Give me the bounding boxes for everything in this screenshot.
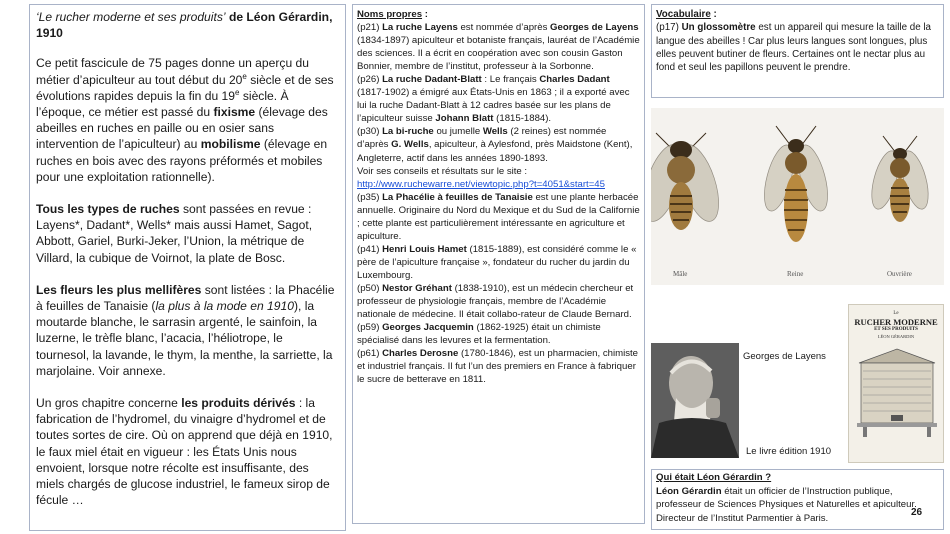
book-cover-image: [848, 304, 944, 463]
italic-text: la plus à la mode en 1910: [155, 299, 294, 314]
entry-jacquemin: [357, 321, 640, 347]
page-ref: (p30): [357, 126, 383, 138]
bee-label-worker: Ouvrière: [887, 270, 912, 278]
text-span: , apiculteur, à Aylesfond, près Maidstone (Kent), Angleterre, actif dans les années 1890-1893.: [357, 139, 633, 164]
book-cover-subtitle: ET SES PRODUITS: [874, 327, 918, 332]
text-span: est une plante herbacée annuelle. Originaire du Nord du Mexique et du Sud de la Californie ; cette plante est particulièrement intéressante en agriculture et apiculture.: [357, 191, 640, 242]
bold-term: Charles Derosne: [382, 348, 459, 360]
bold-term: Tous les types de ruches: [36, 202, 180, 217]
text-span: sont passées en revue : Layens*, Dadant*, Wells* mais aussi Hamet, Sagot, Abbott, Gariel, Burki-Jeker, l’Union, la métrique de Villard, la cubique de Voirnot, la plate de Bosc.: [36, 202, 313, 265]
author-header: [656, 471, 939, 485]
bees-drawing: [651, 108, 944, 285]
bold-term: Georges de Layens: [550, 22, 639, 34]
section-heading: Qui était Léon Gérardin ?: [656, 472, 772, 483]
bold-term: Un glossomètre: [681, 22, 756, 34]
portrait-photo: [651, 343, 739, 458]
hive-types-paragraph: [36, 201, 339, 266]
book-title: [36, 9, 339, 41]
page-ref: (p21): [357, 22, 383, 34]
heading-colon: :: [710, 9, 717, 20]
male-bee-figure: [651, 133, 727, 230]
portrait-drawing: [651, 343, 739, 458]
page-ref: (p26): [357, 74, 383, 86]
bold-term: Wells: [482, 126, 508, 138]
queen-bee-figure: [759, 126, 834, 242]
book-caption: Le livre édition 1910: [746, 446, 832, 457]
portrait-caption: Georges de Layens: [743, 351, 826, 362]
text-span: est un appareil qui mesure la taille de la langue des abeilles ! Car plus leurs langues sont longues, plus elles peuvent butiner de fleurs. Certaines ont le nectar plus au fond et seul les papillons peuvent le prendre.: [656, 22, 931, 74]
text-span: ou jumelle: [433, 126, 483, 138]
text-span: sont listées : la Phacélie à feuilles de Tanaisie (: [36, 282, 335, 314]
wells-link-line: [357, 178, 640, 191]
text-span: était un officier de l’Instruction publique, professeur de Sciences Physiques et Naturelles et apiculteur. Directeur de l’Institut Parmentier à Paris.: [656, 485, 917, 524]
text-span: : la fabrication de l’hydromel, du vinaigre d’hydromel et de toutes sortes de cire. Où on apprend que déjà en 1910, le faux miel était en vigueur : les États Unis nous envoient, lorsque notre récolte est insuffisante, des miels chargés de glucose industriel, le fameux sirop de fécule …: [36, 396, 333, 508]
author-name: Léon Gérardin: [656, 485, 722, 497]
page-ref: (p61): [357, 348, 383, 360]
text-span: siècle. À l’époque, ce métier est passé du: [36, 88, 289, 120]
page-ref: (p50): [357, 282, 383, 294]
bold-term: Charles Dadant: [539, 74, 610, 86]
bold-term: mobilisme: [200, 137, 261, 152]
superscript: e: [242, 71, 247, 81]
vocabulary-entry: [656, 21, 939, 74]
book-cover-author: LÉON GÉRARDIN: [877, 334, 915, 339]
text-span: (élevage en ruches en bois avec des rayons préformés et mobiles pour une exploitation rationnelle).: [36, 137, 328, 184]
text-span: ), la moutarde blanche, le sarrasin argenté, le sainfoin, la luzerne, le trèfle blanc, l’acacia, l’héliotrope, le tournesol, la lavande, le thym, la menthe, la sarriette, la marjolaine. Voir annexe.: [36, 299, 333, 378]
bee-label-male: Mâle: [673, 270, 688, 278]
bold-term: G. Wells: [391, 139, 429, 151]
entry-phacelie: [357, 191, 640, 243]
text-span: siècle et de ses évolutions rapides depuis la fin du 19: [36, 72, 334, 103]
bold-term: Nestor Gréhant: [382, 282, 452, 294]
entry-dadant: [357, 73, 640, 125]
text-span: (1834-1897) apiculteur et botaniste français, lauréat de l’Académie des sciences. Il a écrit en coopération avec son cousin Gaston Bonnier, membre de l’institut, professeur à la Sorbonne.: [357, 35, 640, 73]
text-span: est nommée d’après: [457, 22, 551, 34]
entry-hamet: [357, 243, 640, 282]
text-span: (1838-1910), est un médecin chercheur et professeur de physiologie français, membre de l’Académie nationale de médecine. Il était collabo-rateur de Claude Bernard.: [357, 282, 634, 321]
book-cover-line: Le: [893, 311, 899, 316]
author-panel: [651, 469, 944, 530]
page-ref: (p35): [357, 191, 383, 203]
heading-colon: :: [422, 9, 428, 20]
text-span: Ce petit fascicule de 75 pages donne un aperçu du métier d’apiculteur au tout début du 20: [36, 56, 309, 87]
bold-term: Henri Louis Hamet: [382, 243, 467, 255]
entry-derosne: [357, 347, 640, 386]
bold-term: La bi-ruche: [382, 126, 434, 138]
wells-site-line: [357, 165, 640, 178]
text-span: (élevage des abeilles en ruches en paille ou en osier sans intervention de l’apiculteur) au: [36, 105, 328, 152]
ruchewarre-link[interactable]: http://www.ruchewarre.net/viewtopic.php?t=4051&start=45: [357, 178, 605, 190]
page-ref: (p17): [656, 22, 682, 34]
page-number: 26: [911, 507, 923, 518]
text-span: (2 reines) est nommée d’après: [357, 126, 607, 151]
entry-wells: [357, 125, 640, 164]
book-title-author: de Léon Gérardin, 1910: [36, 10, 333, 41]
summary-panel: [29, 4, 346, 531]
entry-layens: [357, 21, 640, 73]
bold-term: Johann Blatt: [435, 113, 494, 125]
products-paragraph: [36, 395, 339, 508]
bold-term: les produits dérivés: [181, 396, 296, 411]
page-ref: (p41): [357, 243, 383, 255]
text-span: (1862-1925) était un chimiste spécialisé dans les levures et la fermentation.: [357, 322, 601, 347]
proper-names-header: [357, 8, 640, 21]
worker-bee-figure: [867, 136, 934, 222]
text-span: Un gros chapitre concerne: [36, 396, 182, 411]
text-span: Voir ses conseils et résultats sur le site :: [357, 165, 528, 177]
bold-term: La ruche Layens: [382, 22, 458, 34]
vocabulary-header: [656, 8, 939, 21]
bee-label-queen: Reine: [787, 270, 804, 278]
book-cover-title: RUCHER MODERNE: [854, 317, 938, 327]
bold-term: La Phacélie à feuilles de Tanaisie: [382, 191, 533, 203]
book-title-italic: ‘Le rucher moderne et ses produits’: [36, 10, 226, 24]
superscript: e: [235, 87, 240, 97]
section-heading: Noms propres: [357, 9, 423, 20]
section-heading: Vocabulaire: [656, 9, 711, 20]
intro-paragraph: [36, 55, 339, 185]
bold-term: fixisme: [213, 105, 256, 120]
proper-names-panel: [352, 4, 645, 524]
bold-term: Les fleurs les plus mellifères: [36, 282, 202, 297]
bees-illustration: [651, 108, 944, 285]
bold-term: Georges Jacquemin: [382, 322, 474, 334]
author-bio: [656, 485, 939, 526]
page-ref: (p59): [357, 322, 383, 334]
text-span: (1815-1889), est considéré comme le « père de l’apiculture française », fondateur du rucher du jardin du Luxembourg.: [357, 243, 637, 281]
flowers-paragraph: [36, 282, 339, 379]
text-span: (1780-1846), est un pharmacien, chimiste et industriel français. Il fut l’un des premiers en France à fabriquer le sucre de betterave en 1811.: [357, 348, 639, 386]
entry-grehant: [357, 282, 640, 321]
text-span: (1815-1884).: [493, 113, 552, 125]
vocabulary-panel: [651, 4, 944, 98]
text-span: : Le français: [481, 74, 540, 86]
hive-drawing: [849, 343, 945, 443]
text-span: (1817-1902) a émigré aux États-Unis en 1863 ; il a exporté avec lui la ruche Dadant-Blatt à 12 cadres basée sur les plans de l’apiculteur suisse: [357, 87, 630, 125]
bold-term: La ruche Dadant-Blatt: [382, 74, 482, 86]
